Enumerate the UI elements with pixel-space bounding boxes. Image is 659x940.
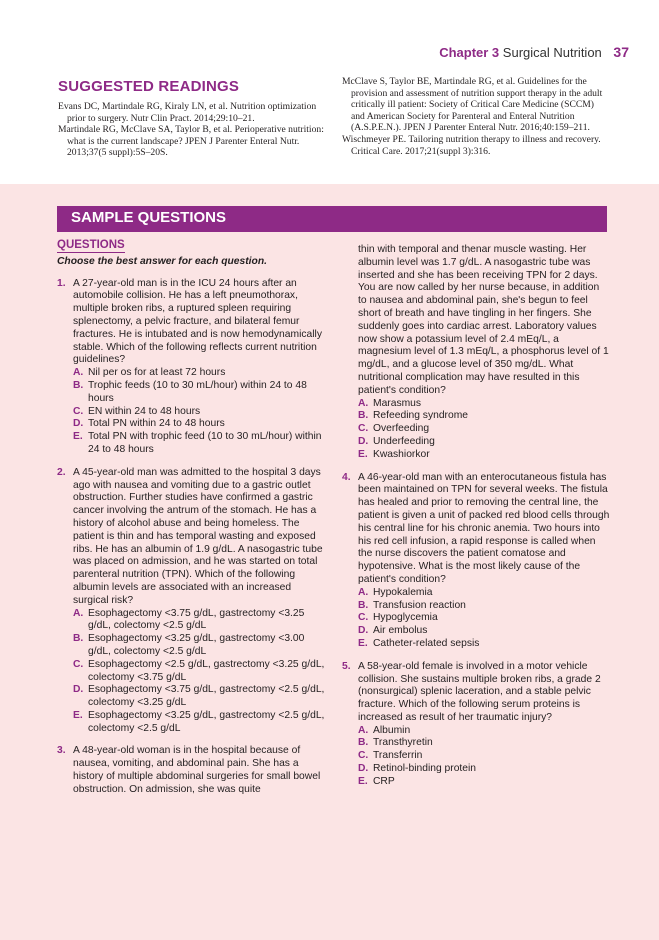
question-number: 4. [342, 471, 351, 483]
option-text: Underfeeding [373, 435, 435, 447]
option-text: Transthyretin [373, 737, 433, 749]
option-letter: A. [358, 724, 369, 736]
option-letter: B. [358, 599, 369, 611]
option-letter: D. [358, 435, 369, 447]
question-5 [342, 661, 610, 789]
option-letter: A. [73, 607, 84, 619]
answer-option [358, 612, 610, 625]
answer-option [73, 633, 325, 659]
option-text: Esophagectomy <3.25 g/dL, gastrectomy <3.00 g/dL, colectomy <2.5 g/dL [88, 633, 305, 657]
running-header [439, 44, 629, 60]
answer-option [73, 608, 325, 634]
option-text: Kwashiorkor [373, 448, 430, 460]
question-4 [342, 472, 610, 651]
option-text: Total PN within 24 to 48 hours [88, 418, 225, 430]
option-letter: A. [358, 397, 369, 409]
answer-option [358, 638, 610, 651]
option-text: Transferrin [373, 750, 423, 762]
option-letter: D. [73, 418, 84, 430]
questions-left-column [57, 239, 325, 807]
question-stem-continued: thin with temporal and thenar muscle wasting. Her albumin level was 1.7 g/dL. A nasogastric tube was inserted and she has been receiving TPN for 2 days. You are now called by her nurse because, in addition to nausea and abdominal pain, she's begun to feel short of breath and have tingling in her fingers. She suddenly goes into cardiac arrest. Laboratory values now show a potassium level of 2.4 mEq/L, a magnesium level of 1.3 mEq/L, a phosphorus level of 1 mg/dL, and a glucose level of 350 mg/dL. What nutritional complication may have resulted in this patient's condition? [358, 244, 609, 396]
question-stem: A 27-year-old man is in the ICU 24 hours after an automobile collision. He has a left pneumothorax, multiple broken ribs, a ruptured spleen requiring splenectomy, a pelvic fracture, and bilateral femur fractures. He is intubated and is now hemodynamically stable. Which of the following reflects current nutrition guidelines? [73, 277, 322, 366]
answer-option [358, 410, 610, 423]
option-text: Marasmus [373, 397, 422, 409]
answer-options [358, 587, 610, 651]
option-letter: C. [358, 423, 369, 435]
option-text: Esophagectomy <3.75 g/dL, gastrectomy <3.25 g/dL, colectomy <2.5 g/dL [88, 607, 305, 632]
option-text: Transfusion reaction [373, 599, 466, 611]
question-number: 3. [57, 745, 66, 757]
instructions: Choose the best answer for each question. [57, 255, 267, 267]
answer-option [358, 725, 610, 738]
option-letter: C. [73, 405, 84, 417]
references-right-column [342, 76, 610, 157]
question-stem: A 58-year-old female is involved in a motor vehicle collision. She sustains multiple broken ribs, a grade 2 (nonsurgical) splenic laceration, and a stable pelvic fracture. Which of the following serum proteins is increased as result of her traumatic injury? [358, 660, 601, 723]
question-2 [57, 467, 325, 736]
answer-option [358, 600, 610, 613]
chapter-title: Surgical Nutrition [502, 45, 602, 60]
option-letter: E. [358, 637, 368, 649]
answer-option [358, 398, 610, 411]
question-number: 5. [342, 660, 351, 672]
reference-item: Martindale RG, McClave SA, Taylor B, et al. Perioperative nutrition: what is the current landscape? JPEN J Parenter Enteral Nutr. 2013;37(5 suppl):5S–20S. [58, 124, 324, 159]
option-letter: D. [358, 763, 369, 775]
answer-option [358, 587, 610, 600]
answer-option [73, 406, 325, 419]
answer-option [73, 431, 325, 457]
answer-option [73, 380, 325, 406]
option-text: Esophagectomy <2.5 g/dL, gastrectomy <3.25 g/dL, colectomy <3.75 g/dL [88, 658, 325, 683]
option-letter: B. [73, 379, 84, 391]
question-stem: A 48-year-old woman is in the hospital because of nausea, vomiting, and abdominal pain. She has a history of multiple abdominal surgeries for small bowel obstruction. On admission, she was quite [73, 745, 321, 795]
reference-item: McClave S, Taylor BE, Martindale RG, et al. Guidelines for the provision and assessment of nutrition support therapy in the adult critically ill patient: Society of Critical Care Medicine (SCCM) and American Society for Parenteral and Enteral Nutrition (A.S.P.E.N.). JPEN J Parenter Enteral Nutr. 2016;40:159–211. [342, 76, 603, 134]
option-letter: B. [358, 410, 369, 422]
option-text: Albumin [373, 724, 411, 736]
suggested-readings-section [0, 76, 659, 182]
question-stem: A 45-year-old man was admitted to the hospital 3 days ago with nausea and vomiting due to a gastric outlet obstruction. Further studies have confirmed a gastric cancer involving the antrum of the stomach. He has a history of alcohol abuse and being homeless. The patient is thin and has temporal wasting and exposed ribs. He has an albumin of 1.9 g/dL. A nasogastric tube was placed on admission, and he was started on total parenteral nutrition (TPN). Which of the following albumin levels are associated with an increased surgical risk? [73, 466, 323, 606]
reference-item: Evans DC, Martindale RG, Kiraly LN, et al. Nutrition optimization prior to surgery. Nutr Clin Pract. 2014;29:10–21. [58, 101, 317, 124]
answer-option [358, 737, 610, 750]
option-letter: E. [73, 431, 83, 443]
answer-option [73, 659, 325, 685]
option-letter: A. [358, 586, 369, 598]
suggested-readings-title: SUGGESTED READINGS [58, 78, 240, 95]
page-number: 37 [613, 44, 629, 60]
option-text: Retinol-binding protein [373, 763, 477, 775]
question-number: 1. [57, 277, 66, 289]
option-text: Air embolus [373, 625, 428, 637]
answer-options [358, 725, 610, 789]
option-text: Total PN with trophic feed (10 to 30 mL/hour) within 24 to 48 hours [88, 431, 322, 455]
references-left-column [58, 101, 326, 159]
answer-option [73, 367, 325, 380]
answer-option [358, 776, 610, 789]
reference-item: Wischmeyer PE. Tailoring nutrition therapy to illness and recovery. Critical Care. 2017;21(suppl 3):316. [342, 133, 601, 157]
option-letter: C. [73, 658, 84, 670]
answer-option [358, 436, 610, 449]
sample-questions-title: SAMPLE QUESTIONS [71, 209, 227, 226]
option-text: CRP [373, 775, 395, 787]
option-text: Overfeeding [373, 423, 430, 435]
answer-option [358, 763, 610, 776]
option-letter: B. [358, 737, 369, 749]
option-text: EN within 24 to 48 hours [88, 405, 201, 417]
option-text: Hypoglycemia [373, 612, 438, 624]
option-letter: C. [358, 750, 369, 762]
option-text: Esophagectomy <3.25 g/dL, gastrectomy <2.5 g/dL, colectomy <2.5 g/dL [88, 709, 325, 734]
answer-options [73, 367, 325, 457]
option-letter: C. [358, 612, 369, 624]
question-stem: A 46-year-old man with an enterocutaneous fistula has been maintained on TPN for several weeks. The fistula has healed and prior to removing the central line, the patient is given a unit of packed red blood cells through his central line for his chronic anemia. Two hours into his red cell infusion, a rapid response is called when the nurse discovers the patient comatose and hypotensive. What is the most likely cause of the patient's condition? [358, 471, 610, 585]
questions-right-column [342, 244, 610, 799]
question-3 [57, 745, 325, 796]
option-letter: E. [358, 448, 368, 460]
option-text: Esophagectomy <3.75 g/dL, gastrectomy <2.5 g/dL, colectomy <3.25 g/dL [88, 684, 325, 709]
answer-option [358, 449, 610, 462]
question-3-continued [342, 244, 610, 462]
option-letter: D. [73, 684, 84, 696]
answer-options [358, 398, 610, 462]
option-letter: D. [358, 625, 369, 637]
answer-option [358, 423, 610, 436]
option-text: Refeeding syndrome [373, 410, 469, 422]
option-text: Catheter-related sepsis [373, 637, 480, 649]
sample-questions-bar [57, 206, 607, 232]
option-letter: A. [73, 367, 84, 379]
option-letter: B. [73, 633, 84, 645]
question-1 [57, 278, 325, 457]
answer-options [73, 608, 325, 736]
answer-option [73, 684, 325, 710]
question-number: 2. [57, 466, 66, 478]
option-letter: E. [73, 709, 83, 721]
answer-option [358, 625, 610, 638]
option-text: Nil per os for at least 72 hours [88, 367, 226, 379]
option-text: Hypokalemia [373, 586, 433, 598]
option-text: Trophic feeds (10 to 30 mL/hour) within 24 to 48 hours [88, 379, 307, 404]
answer-option [358, 750, 610, 763]
option-letter: E. [358, 775, 368, 787]
answer-option [73, 710, 325, 736]
questions-heading: QUESTIONS [57, 239, 125, 251]
chapter-number: Chapter 3 [439, 45, 500, 60]
answer-option [73, 418, 325, 431]
